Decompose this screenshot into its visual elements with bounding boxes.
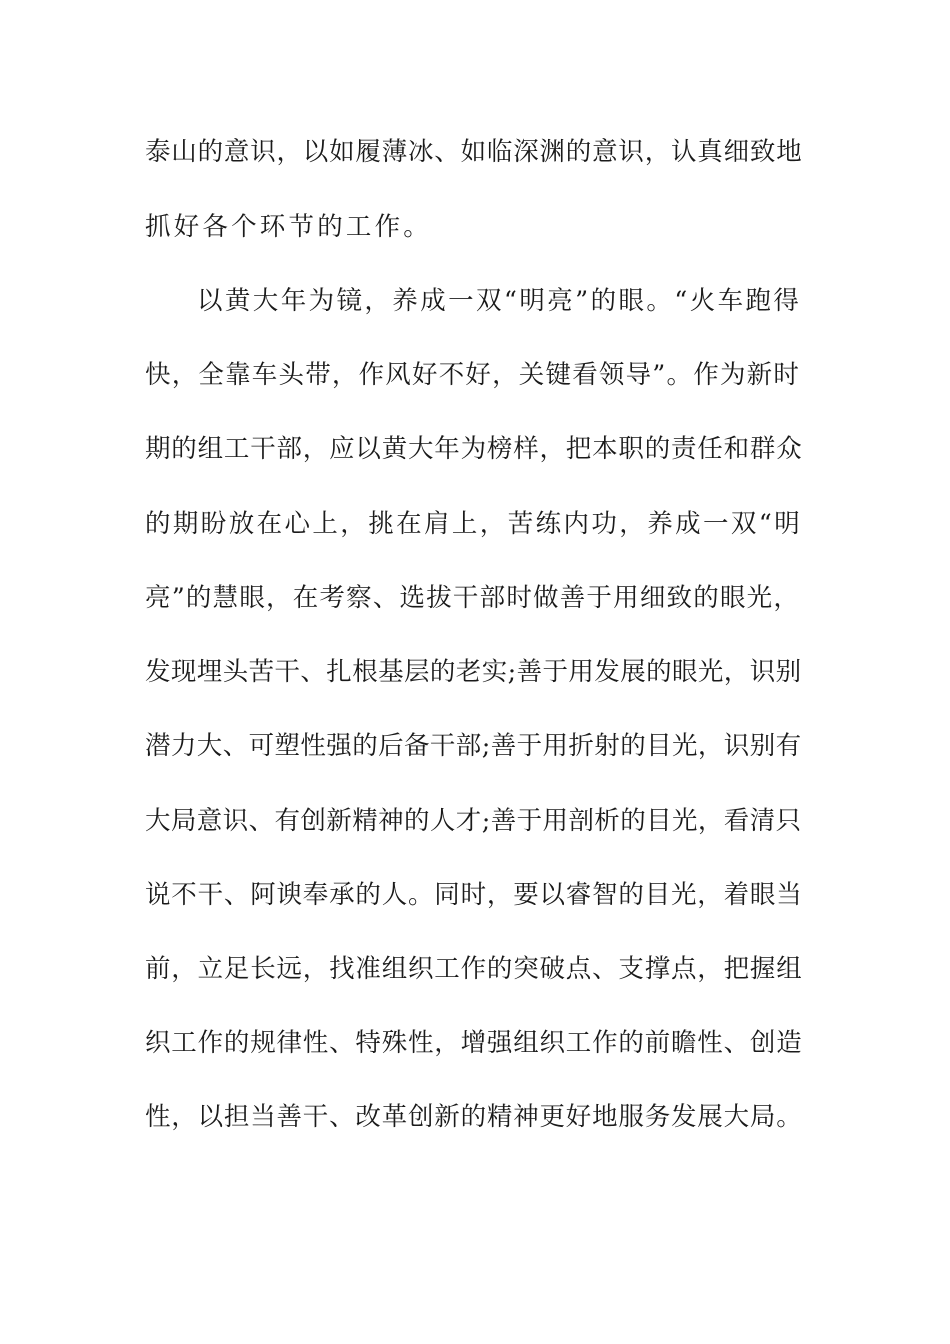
text-line: 潜力大、可塑性强的后备干部;善于用折射的目光，识别有 — [145, 731, 802, 761]
text-line: 快，全靠车头带，作风好不好，关键看领导”。作为新时 — [145, 360, 801, 390]
text-line: 亮”的慧眼，在考察、选拔干部时做善于用细致的眼光， — [145, 583, 801, 613]
text-line: 说不干、阿谀奉承的人。同时，要以睿智的目光，着眼当 — [145, 880, 803, 910]
text-line: 大局意识、有创新精神的人才;善于用剖析的目光，看清只 — [145, 806, 802, 836]
text-line: 期的组工干部，应以黄大年为榜样，把本职的责任和群众 — [145, 434, 803, 464]
text-line: 抓好各个环节的工作。 — [145, 212, 433, 242]
text-line: 织工作的规律性、特殊性，增强组织工作的前瞻性、创造 — [145, 1028, 803, 1058]
text-line: 的期盼放在心上，挑在肩上，苦练内功，养成一双“明 — [145, 509, 803, 539]
text-line: 发现埋头苦干、扎根基层的老实;善于用发展的眼光，识别 — [145, 657, 802, 687]
text-line: 性，以担当善干、改革创新的精神更好地服务发展大局。 — [145, 1102, 803, 1132]
text-line: 前，立足长远，找准组织工作的突破点、支撑点，把握组 — [145, 954, 803, 984]
text-line: 泰山的意识，以如履薄冰、如临深渊的意识，认真细致地 — [145, 137, 803, 167]
paragraph-first-line: 以黄大年为镜，养成一双“明亮”的眼。“火车跑得 — [197, 286, 802, 316]
